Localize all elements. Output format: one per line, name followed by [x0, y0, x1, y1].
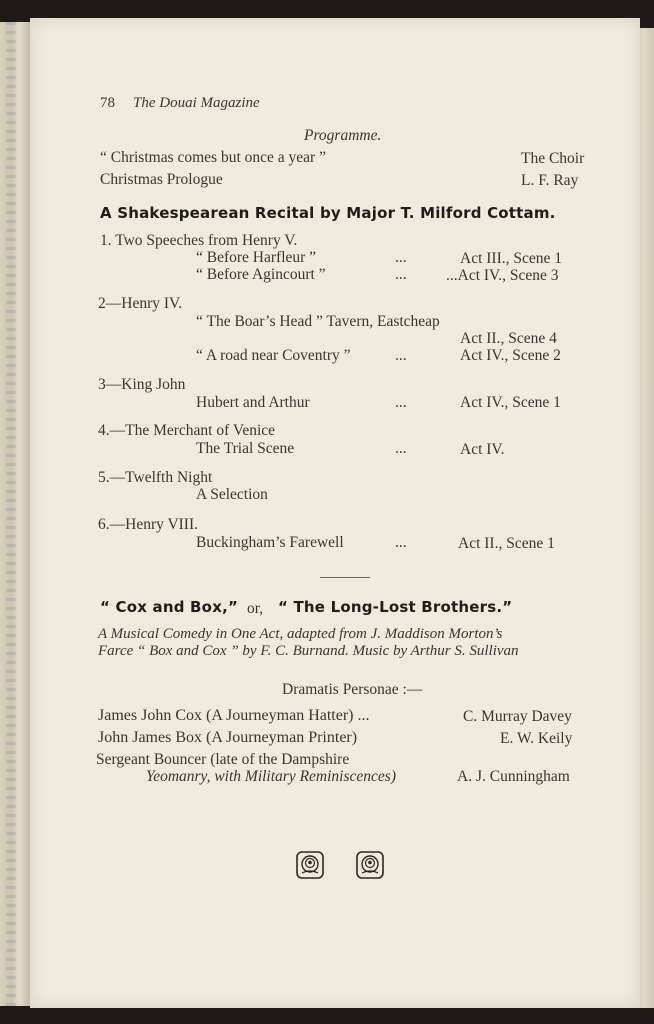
cast-actor: C. Murray Davey	[463, 708, 572, 725]
recital-line-text: A Selection	[196, 486, 268, 503]
section-divider	[320, 577, 370, 578]
programme-item-performer: The Choir	[521, 150, 585, 167]
recital-entry-number: 1. Two Speeches from Henry V.	[100, 232, 298, 249]
cast-actor: A. J. Cunningham	[457, 768, 570, 785]
cast-role: Yeomanry, with Military Reminiscences)	[146, 768, 396, 785]
recital-entry-number: 5.—Twelfth Night	[98, 469, 213, 486]
cast-role: John James Box (A Journeyman Printer)	[98, 729, 358, 746]
recital-entry-number: 3—King John	[98, 376, 186, 393]
recital-line-text: “ The Boar’s Head ” Tavern, Eastcheap	[196, 313, 440, 330]
recital-line-dots: ...	[395, 249, 407, 266]
recital-line-text: Hubert and Arthur	[196, 394, 310, 411]
recital-line-dots: ...	[395, 347, 407, 364]
page-number: 78	[100, 95, 115, 111]
recital-line-act: Act IV.	[460, 441, 505, 458]
recital-line-dots: ...	[395, 440, 407, 457]
recital-line-dots: ...	[395, 394, 407, 411]
rose-ornament-icon	[356, 851, 384, 879]
recital-line-dots: ...	[395, 266, 407, 283]
page	[30, 18, 640, 1008]
recital-line-act: Act IV., Scene 2	[460, 347, 561, 364]
cast-actor: E. W. Keily	[500, 730, 573, 747]
recital-line-dots: ...	[395, 534, 407, 551]
recital-line-text: “ Before Harfleur ”	[196, 249, 317, 266]
dramatis-heading: Dramatis Personae :—	[282, 681, 423, 698]
recital-line-act: Act III., Scene 1	[460, 250, 562, 267]
recital-line-text: The Trial Scene	[196, 440, 295, 457]
comedy-title-or: or,	[247, 600, 264, 617]
cast-role: James John Cox (A Journeyman Hatter) ...	[98, 707, 370, 724]
programme-item-title: Christmas Prologue	[100, 171, 223, 188]
recital-line-act: ...Act IV., Scene 3	[446, 267, 559, 284]
recital-line-text: “ Before Agincourt ”	[196, 266, 326, 283]
programme-heading: Programme.	[304, 127, 382, 144]
book-spine-edge	[0, 22, 32, 1006]
recital-line-text: Buckingham’s Farewell	[196, 534, 344, 551]
comedy-description-line: A Musical Comedy in One Act, adapted from J. Maddison Morton’s	[98, 626, 503, 642]
recital-entry-number: 4.—The Merchant of Venice	[98, 422, 276, 439]
programme-item-title: “ Christmas comes but once a year ”	[100, 149, 326, 166]
recital-line-text: “ A road near Coventry ”	[196, 347, 351, 364]
recital-entry-number: 2—Henry IV.	[98, 295, 183, 312]
cast-role: Sergeant Bouncer (late of the Dampshire	[96, 751, 350, 768]
programme-item-performer: L. F. Ray	[521, 172, 579, 189]
comedy-description-line: Farce “ Box and Cox ” by F. C. Burnand. Music by Arthur S. Sullivan	[98, 643, 519, 659]
rose-ornament-icon	[296, 851, 324, 879]
recital-line-act: Act IV., Scene 1	[460, 394, 561, 411]
recital-line-act: Act II., Scene 4	[460, 330, 557, 347]
recital-entry-number: 6.—Henry VIII.	[98, 516, 199, 533]
recital-heading: A Shakespearean Recital by Major T. Milford Cottam.	[100, 204, 556, 222]
comedy-title-part1: “ Cox and Box,”	[100, 598, 239, 616]
running-title: The Douai Magazine	[133, 95, 260, 111]
comedy-title-part2: “ The Long-Lost Brothers.”	[278, 598, 513, 616]
recital-line-act: Act II., Scene 1	[458, 535, 555, 552]
